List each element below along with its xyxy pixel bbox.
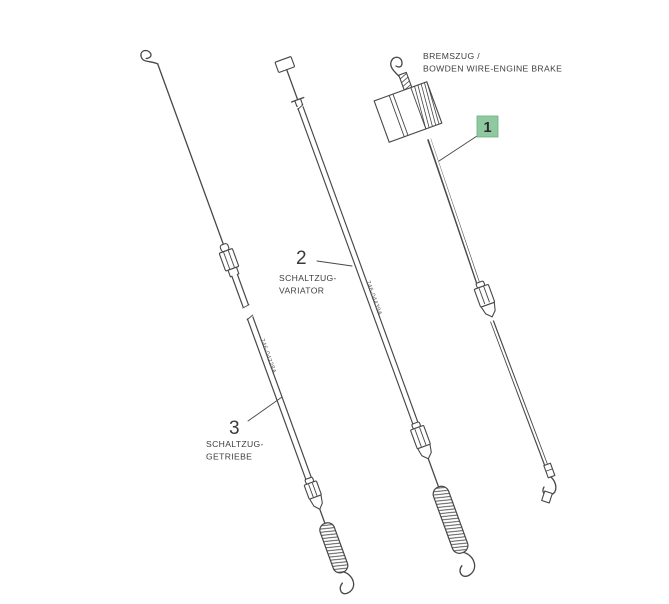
cable-3-inner-wire: [158, 64, 224, 246]
cable-3-printed-code: 746-04228A: [258, 338, 277, 375]
part-2-leader-line: [317, 261, 352, 266]
part-1-label-line2: BOWDEN WIRE-ENGINE BRAKE: [423, 63, 563, 74]
part-2-label-line1: SCHALTZUG-: [279, 273, 337, 283]
cable-2-variator-drawing: [275, 56, 479, 577]
part-2-number[interactable]: 2: [296, 248, 307, 269]
cable-2-spring-hook: [454, 550, 478, 578]
cable-2-inner-wire: [287, 70, 298, 99]
cable-1-mid-fitting: [472, 280, 499, 320]
part-1-badge-number[interactable]: 1: [483, 120, 492, 136]
part-3-label-line1: SCHALTZUG-: [206, 439, 264, 449]
cable-3-conduit-upper-segment: [231, 273, 250, 310]
cable-3-lower-ferrule: [302, 476, 326, 511]
cable-3-spring-hook: [335, 570, 356, 595]
cable-2-printed-code: 746-04439A: [364, 279, 383, 317]
cable-2-conduit: [296, 103, 419, 428]
cable-3-upper-ferrule: [217, 242, 241, 278]
cable-3-gearbox-drawing: [140, 45, 357, 596]
cable-1-housing-block: [374, 82, 442, 142]
part-1-badge[interactable]: [477, 116, 498, 137]
part-3-label-line2: GETRIEBE: [206, 451, 253, 462]
part-1-label-line1: BREMSZUG /: [423, 51, 480, 61]
cable-2-spring-wire: [428, 459, 438, 487]
cable-2-top-barrel: [275, 56, 295, 72]
part-3-leader-line: [248, 397, 282, 421]
cable-1-conduit-upper: [429, 137, 481, 291]
cable-1-engine-brake-drawing: [374, 57, 556, 503]
cable-3-top-z-hook: [140, 48, 158, 68]
cable-1-conduit-lower: [491, 319, 547, 467]
part-3-number[interactable]: 3: [229, 418, 240, 439]
part-1-leader-line: [439, 136, 477, 161]
cable-3-spring: [317, 521, 357, 595]
cable-3-spring-wire: [320, 509, 325, 523]
cable-1-bottom-ferrule: [544, 463, 555, 478]
cable-2-spring: [430, 484, 478, 578]
cable-2-ferrule: [409, 421, 435, 461]
part-2-label-line2: VARIATOR: [279, 285, 325, 296]
